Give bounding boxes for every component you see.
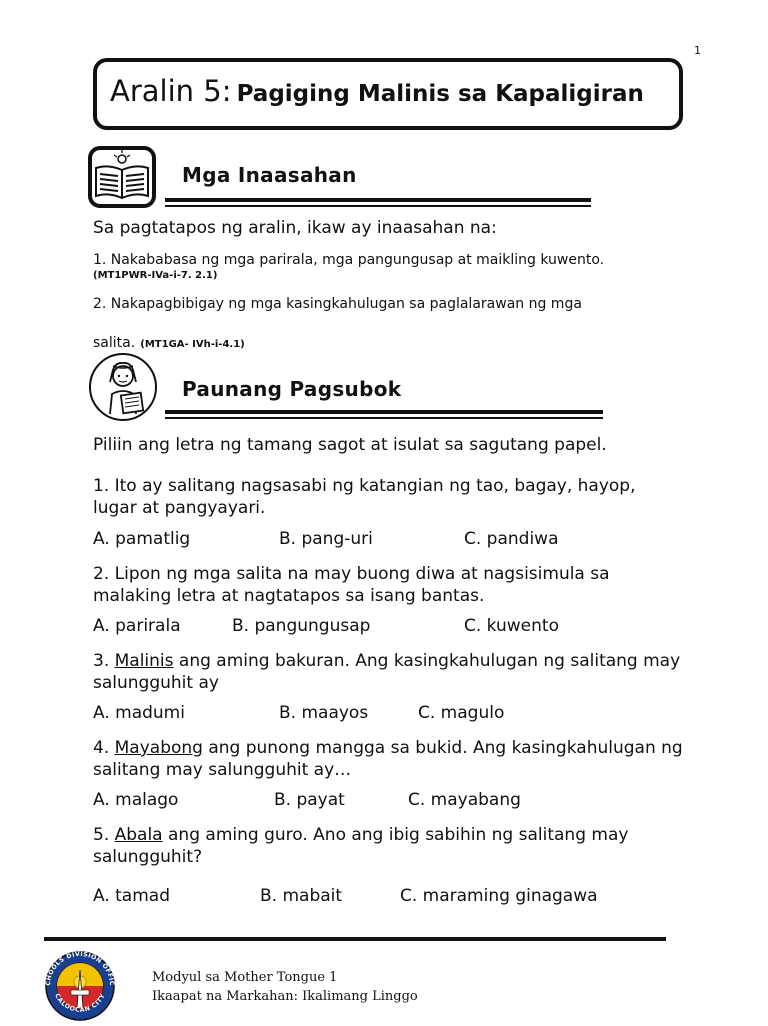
q3-number: 3. [93,651,115,671]
q2-option-b: B. pangungusap [232,616,371,636]
child-reading-icon [88,352,158,422]
lesson-number: Aralin 5: [110,74,232,108]
q1-option-c: C. pandiwa [464,529,559,549]
question-1: 1. Ito ay salitang nagsasabi ng katangian ng tao, bagay, hayop, lugar at pangyayari. [93,476,636,518]
q4-option-b: B. payat [274,790,345,810]
page-title [110,74,644,108]
expectation-item-2-end: salita. [93,335,136,351]
footer-quarter-week: Ikaapat na Markahan: Ikalimang Linggo [152,989,418,1004]
q3-option-c: C. magulo [418,703,505,723]
footer-rule [44,937,666,941]
expectation-item-2-cont [93,332,245,351]
q4-underlined-word: Mayabong [114,738,203,758]
q1-option-a: A. pamatlig [93,529,191,549]
section-heading-expectations: Mga Inaasahan [182,163,357,187]
q4-option-a: A. malago [93,790,179,810]
question-2: 2. Lipon ng mga salita na may buong diwa at nagsisimula sa malaking letra at nagtatapos sa isang bantas. [93,564,610,606]
question-4 [93,737,693,781]
q5-option-b: B. mabait [260,886,343,906]
q3-option-b: B. maayos [279,703,369,723]
q3-text: ang aming bakuran. Ang kasingkahulugan ng salitang may salungguhit ay [93,651,681,693]
division-seal-logo [38,946,122,1022]
q3-underlined-word: Malinis [114,651,174,671]
q5-option-c: C. maraming ginagawa [400,886,598,906]
question-5 [93,824,693,868]
section-rule [165,205,591,207]
section-rule [165,417,603,419]
competency-code-1: (MT1PWR-IVa-i-7. 2.1) [93,270,218,281]
q2-option-a: A. parirala [93,616,181,636]
section-heading-pretest: Paunang Pagsubok [182,377,402,401]
expectation-item-2: 2. Nakapagbibigay ng mga kasingkahulugan sa paglalarawan ng mga [93,296,582,312]
lesson-topic: Pagiging Malinis sa Kapaligiran [236,81,644,107]
section-rule [165,410,603,414]
page-number: 1 [694,44,701,57]
q4-number: 4. [93,738,115,758]
expectation-item-1: 1. Nakababasa ng mga parirala, mga pangungusap at maikling kuwento. [93,252,605,268]
svg-text:CALOOCAN CITY: CALOOCAN CITY [53,992,107,1014]
competency-code-2: (MT1GA- IVh-i-4.1) [140,339,245,350]
q5-option-a: A. tamad [93,886,170,906]
section-rule [165,198,591,202]
question-3 [93,650,693,694]
book-icon [88,146,156,208]
q5-text: ang aming guro. Ano ang ibig sabihin ng salitang may salungguhit? [93,825,629,867]
svg-text:SCHOOLS DIVISION OFFICE: CHOOLS DIVISION OFFIC [44,950,116,987]
q5-underlined-word: Abala [114,825,163,845]
q2-option-c: C. kuwento [464,616,559,636]
expectations-intro: Sa pagtatapos ng aralin, ikaw ay inaasahan na: [93,218,497,238]
q4-option-c: C. mayabang [408,790,521,810]
q4-text: ang punong mangga sa bukid. Ang kasingkahulugan ng salitang may salungguhit ay… [93,738,683,780]
footer-module-title: Modyul sa Mother Tongue 1 [152,970,338,985]
pretest-instruction: Piliin ang letra ng tamang sagot at isulat sa sagutang papel. [93,435,607,455]
q5-number: 5. [93,825,115,845]
q3-option-a: A. madumi [93,703,185,723]
q1-option-b: B. pang-uri [279,529,373,549]
